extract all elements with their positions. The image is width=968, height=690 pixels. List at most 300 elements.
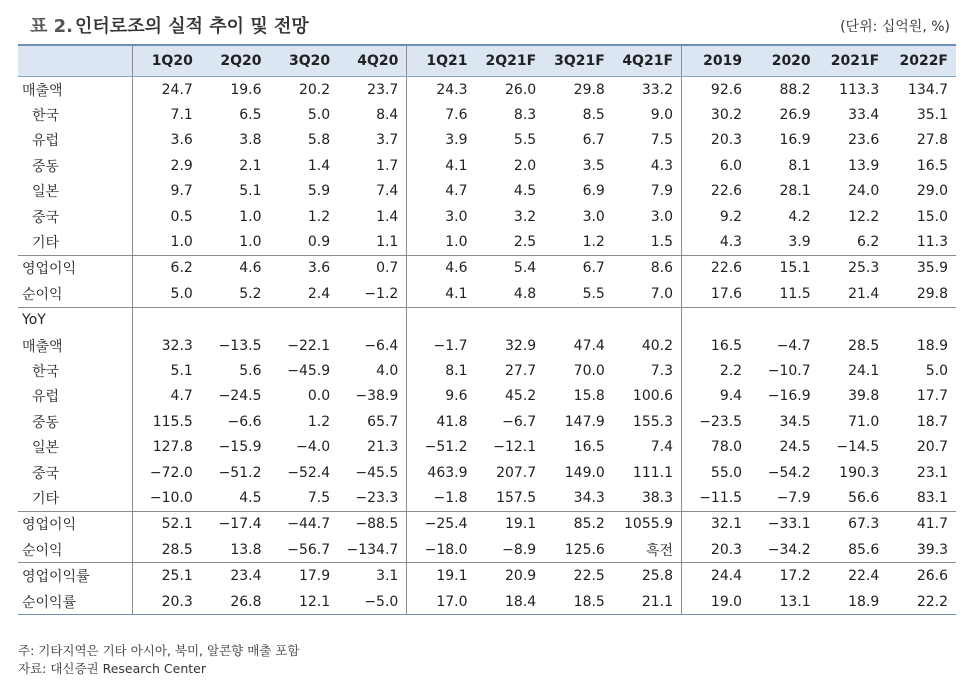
table-cell: 9.6 [407, 384, 476, 409]
table-cell: −8.9 [502, 541, 537, 558]
table-cell: 33.2 [641, 81, 674, 98]
table-cell: 26.0 [505, 81, 537, 98]
table-cell: 0.5 [132, 204, 201, 229]
table-cell: 9.4 [682, 384, 751, 409]
table-row [18, 229, 956, 255]
table-cell: 3.0 [407, 204, 476, 229]
table-cell: 1.2 [307, 413, 331, 430]
row-label: 중국 [32, 209, 60, 226]
table-cell: 3.0 [582, 208, 605, 225]
table-cell: 20.9 [476, 563, 545, 589]
table-cell: 28.5 [848, 337, 880, 354]
table-cell: 7.1 [132, 102, 201, 127]
table-cell: 2.1 [239, 157, 262, 174]
table-cell: 8.5 [582, 107, 605, 124]
table-cell: 8.1 [788, 157, 811, 174]
table-cell: −1.8 [407, 485, 476, 511]
column-header: 2021F [819, 45, 888, 77]
table-cell: −54.2 [767, 464, 811, 481]
table-cell: 55.0 [682, 460, 751, 485]
table-cell: 111.1 [632, 464, 674, 481]
table-cell: 2.9 [132, 153, 201, 178]
table-cell: 3.7 [376, 132, 399, 149]
row-label: 한국 [32, 363, 60, 380]
table-cell: 0.7 [338, 255, 407, 281]
row-label: 중국 [32, 465, 60, 482]
table-cell: 463.9 [407, 460, 476, 485]
table-cell: 4.7 [407, 179, 476, 204]
table-row [18, 333, 956, 358]
table-cell: 24.7 [132, 77, 201, 103]
table-cell: 16.5 [682, 333, 751, 358]
table-cell: −6.6 [227, 413, 262, 430]
table-cell: 24.3 [407, 77, 476, 103]
table-row [18, 281, 956, 307]
table-cell: 1.2 [582, 234, 605, 251]
table-cell: 20.3 [132, 589, 201, 615]
table-cell: 13.8 [230, 541, 262, 558]
table-body [18, 77, 956, 615]
table-cell: 6.2 [856, 234, 880, 251]
column-header: 3Q20 [269, 45, 338, 77]
table-cell: 22.6 [682, 255, 751, 281]
table-row [18, 511, 956, 537]
table-cell: −4.0 [296, 439, 331, 456]
table-cell: 17.2 [750, 563, 819, 589]
table-cell: 35.1 [916, 107, 948, 124]
table-row [18, 409, 956, 434]
table-cell: 22.6 [682, 179, 751, 204]
footnotes [18, 642, 299, 678]
table-cell: 9.2 [682, 204, 751, 229]
table-row [18, 434, 956, 459]
table-cell: 23.6 [848, 132, 880, 149]
unit-label: (단위: 십억원, %) [840, 19, 950, 35]
table-cell: 15.1 [750, 255, 819, 281]
table-cell: 85.6 [848, 541, 880, 558]
table-row [18, 358, 956, 383]
table-cell: 29.8 [916, 285, 948, 302]
table-cell: 17.6 [682, 281, 751, 307]
table-cell: 4.5 [239, 489, 262, 506]
table-cell: 7.0 [650, 285, 674, 302]
table-title [30, 12, 309, 38]
table-cell: 6.7 [582, 132, 605, 149]
table-cell [819, 307, 888, 333]
table-cell: 18.7 [916, 413, 948, 430]
table-cell: −45.9 [287, 362, 331, 379]
table-cell: −88.5 [338, 511, 407, 537]
table-cell: 8.1 [407, 358, 476, 383]
row-label: 기타 [32, 490, 60, 507]
table-row [18, 102, 956, 127]
financial-table [18, 44, 956, 615]
table-cell: 24.4 [682, 563, 751, 589]
table-cell: 흑전 [645, 542, 674, 559]
table-cell: 1.1 [376, 234, 399, 251]
table-cell: 4.8 [513, 285, 537, 302]
table-cell: 134.7 [907, 81, 948, 98]
table-cell: −15.9 [218, 439, 262, 456]
table-cell: 21.1 [613, 589, 682, 615]
table-cell: 41.8 [407, 409, 476, 434]
table-cell: 18.5 [544, 589, 613, 615]
table-cell [682, 307, 751, 333]
table-cell: 85.2 [544, 511, 613, 537]
table-cell: −134.7 [346, 541, 399, 558]
table-cell: 13.9 [848, 157, 880, 174]
table-cell [407, 307, 476, 333]
table-cell: 28.5 [132, 537, 201, 563]
table-cell: 5.0 [132, 281, 201, 307]
table-cell: 12.1 [269, 589, 338, 615]
table-cell: 5.9 [307, 183, 331, 200]
table-cell: 25.3 [819, 255, 888, 281]
table-cell: 5.4 [476, 255, 545, 281]
table-cell: −5.0 [338, 589, 407, 615]
table-cell: −56.7 [287, 541, 331, 558]
table-cell: −72.0 [132, 460, 201, 485]
table-cell: 92.6 [682, 77, 751, 103]
table-cell: 15.0 [916, 208, 948, 225]
table-cell: −25.4 [407, 511, 476, 537]
table-cell: 15.8 [573, 388, 605, 405]
table-cell: 1.2 [307, 208, 331, 225]
table-cell: 20.3 [682, 537, 751, 563]
table-cell: 5.6 [239, 362, 262, 379]
table-cell: 1.0 [239, 234, 262, 251]
table-cell: 5.8 [307, 132, 331, 149]
table-cell: 4.6 [407, 255, 476, 281]
table-cell: −13.5 [218, 337, 262, 354]
table-cell: 113.3 [839, 81, 880, 98]
table-cell: 24.1 [848, 362, 880, 379]
table-cell: 3.9 [788, 234, 811, 251]
table-cell: 127.8 [132, 434, 201, 459]
table-cell: 16.5 [573, 439, 605, 456]
table-cell: 17.0 [407, 589, 476, 615]
table-cell: 7.9 [650, 183, 674, 200]
table-cell: 22.2 [887, 589, 956, 615]
table-row [18, 485, 956, 511]
table-cell: 6.0 [682, 153, 751, 178]
table-number: 표 2. [30, 16, 74, 37]
table-cell: 11.5 [779, 285, 811, 302]
table-cell [613, 307, 682, 333]
table-cell: 19.1 [407, 563, 476, 589]
table-cell: 4.5 [513, 183, 537, 200]
table-cell: 4.1 [407, 153, 476, 178]
table-cell: 8.3 [513, 107, 537, 124]
table-cell: 1.4 [376, 208, 399, 225]
table-cell: 2.0 [513, 157, 537, 174]
table-cell: 4.3 [682, 229, 751, 255]
table-cell: 7.6 [407, 102, 476, 127]
table-cell: −4.7 [776, 337, 811, 354]
table-cell: 100.6 [632, 388, 674, 405]
table-cell: 8.6 [613, 255, 682, 281]
table-cell: −51.2 [218, 464, 262, 481]
table-cell: 88.2 [779, 81, 811, 98]
table-cell: −18.0 [407, 537, 476, 563]
table-cell: 29.8 [573, 81, 605, 98]
table-cell: −1.7 [407, 333, 476, 358]
table-cell: 3.6 [269, 255, 338, 281]
table-cell: 20.7 [916, 439, 948, 456]
column-header: 2019 [682, 45, 751, 77]
table-cell: 0.9 [307, 234, 331, 251]
column-header: 2022F [887, 45, 956, 77]
table-row [18, 179, 956, 204]
table-cell: 20.2 [298, 81, 331, 98]
table-cell: −17.4 [201, 511, 270, 537]
table-cell: 1.0 [407, 229, 476, 255]
table-cell: 2.5 [513, 234, 537, 251]
table-cell: −44.7 [269, 511, 338, 537]
table-cell: 18.9 [916, 337, 948, 354]
table-cell: 40.2 [641, 337, 674, 354]
table-cell: 47.4 [573, 337, 605, 354]
table-cell [750, 307, 819, 333]
table-cell: 83.1 [916, 489, 948, 506]
table-cell: 3.5 [582, 157, 605, 174]
table-cell: −10.0 [132, 485, 201, 511]
table-cell: 20.3 [682, 128, 751, 153]
table-cell: 6.5 [239, 107, 262, 124]
table-cell: −23.3 [355, 489, 399, 506]
table-cell: −33.1 [750, 511, 819, 537]
table-cell: −7.9 [776, 489, 811, 506]
table-cell: 9.0 [650, 107, 674, 124]
table-cell: 155.3 [632, 413, 674, 430]
table-cell [269, 307, 338, 333]
table-cell: 5.1 [239, 183, 262, 200]
table-cell: 45.2 [505, 388, 537, 405]
table-cell: 1.7 [376, 157, 399, 174]
table-cell: 12.2 [848, 208, 880, 225]
table-cell: 147.9 [564, 413, 605, 430]
table-cell: 2.4 [307, 285, 331, 302]
table-cell: 1.0 [239, 208, 262, 225]
table-cell: 6.7 [544, 255, 613, 281]
table-cell: 34.5 [779, 413, 811, 430]
table-cell: 25.1 [132, 563, 201, 589]
table-cell: 30.2 [682, 102, 751, 127]
table-cell: 27.7 [505, 362, 537, 379]
footnote: 주: 기타지역은 기타 아시아, 북미, 알콘향 매출 포함 [18, 643, 300, 658]
table-cell: 13.1 [750, 589, 819, 615]
table-row [18, 563, 956, 589]
table-cell: 65.7 [367, 413, 399, 430]
table-cell: 19.0 [682, 589, 751, 615]
table-row [18, 537, 956, 563]
table-cell: 6.2 [132, 255, 201, 281]
column-header: 4Q20 [338, 45, 407, 77]
table-cell [476, 307, 545, 333]
table-row [18, 128, 956, 153]
table-cell: 26.6 [887, 563, 956, 589]
row-label: 매출액 [22, 338, 63, 355]
table-cell: 23.7 [367, 81, 399, 98]
table-cell: 115.5 [132, 409, 201, 434]
table-cell: 1.4 [307, 157, 331, 174]
table-cell [544, 307, 613, 333]
table-cell: 32.1 [682, 511, 751, 537]
table-row [18, 153, 956, 178]
table-cell: 26.8 [201, 589, 270, 615]
table-cell: −1.2 [364, 285, 399, 302]
table-cell: 22.4 [819, 563, 888, 589]
table-cell: 16.9 [779, 132, 811, 149]
table-cell: −22.1 [287, 337, 331, 354]
table-cell: 21.4 [848, 285, 880, 302]
table-cell: 3.6 [132, 128, 201, 153]
table-cell: 70.0 [573, 362, 605, 379]
table-cell: −16.9 [767, 388, 811, 405]
table-cell: 1055.9 [613, 511, 682, 537]
table-cell: 16.5 [916, 157, 948, 174]
table-header [18, 45, 956, 77]
column-header: 1Q20 [132, 45, 201, 77]
header-row [18, 45, 956, 77]
table-cell: 3.2 [513, 208, 537, 225]
row-label: 영업이익률 [18, 563, 132, 589]
table-cell: 26.9 [779, 107, 811, 124]
table-cell: 71.0 [848, 413, 880, 430]
table-cell: 3.8 [239, 132, 262, 149]
table-row [18, 460, 956, 485]
table-cell: 6.9 [582, 183, 605, 200]
table-cell: 8.4 [376, 107, 399, 124]
table-cell: 4.6 [201, 255, 270, 281]
row-label: 기타 [32, 235, 60, 252]
table-cell: 32.3 [132, 333, 201, 358]
table-cell: 157.5 [496, 489, 537, 506]
table-cell: 41.7 [887, 511, 956, 537]
table-cell: 18.9 [819, 589, 888, 615]
table-cell: 29.0 [916, 183, 948, 200]
table-cell: 0.0 [307, 388, 331, 405]
table-cell: 18.4 [476, 589, 545, 615]
table-cell [201, 307, 270, 333]
column-header: 4Q21F [613, 45, 682, 77]
row-label: 일본 [32, 184, 60, 201]
table-cell: −6.7 [502, 413, 537, 430]
row-label: YoY [18, 307, 132, 333]
table-cell: −45.5 [355, 464, 399, 481]
table-cell: 33.4 [848, 107, 880, 124]
row-label: 유럽 [32, 389, 60, 406]
row-label: 영업이익 [18, 255, 132, 281]
table-cell: 149.0 [564, 464, 605, 481]
table-cell: 19.1 [476, 511, 545, 537]
table-cell: 5.1 [132, 358, 201, 383]
row-label: 일본 [32, 440, 60, 457]
column-header: 2020 [750, 45, 819, 77]
table-cell: 3.1 [338, 563, 407, 589]
table-cell: 25.8 [613, 563, 682, 589]
table-cell: 4.7 [132, 384, 201, 409]
table-row [18, 77, 956, 103]
row-label: 한국 [32, 108, 60, 125]
table-cell: 39.3 [916, 541, 948, 558]
row-label: 순이익 [22, 542, 63, 559]
table-cell: 5.0 [925, 362, 948, 379]
table-cell: 22.5 [544, 563, 613, 589]
row-label: 순이익률 [18, 589, 132, 615]
table-cell: 7.5 [307, 489, 331, 506]
table-cell: −14.5 [836, 439, 880, 456]
table-cell: −51.2 [407, 434, 476, 459]
table-cell: 38.3 [641, 489, 674, 506]
table-cell: 32.9 [505, 337, 537, 354]
table-row [18, 204, 956, 229]
table-cell: −52.4 [287, 464, 331, 481]
table-cell: −11.5 [682, 485, 751, 511]
column-header: 3Q21F [544, 45, 613, 77]
table-row [18, 384, 956, 409]
row-label: 중동 [32, 414, 60, 431]
table-cell: −6.4 [364, 337, 399, 354]
table-cell: 4.2 [788, 208, 811, 225]
table-cell: −34.2 [767, 541, 811, 558]
table-cell: 56.6 [848, 489, 880, 506]
table-cell: 2.2 [682, 358, 751, 383]
table-cell: 24.5 [779, 439, 811, 456]
row-label: 유럽 [32, 133, 60, 150]
source-note: 자료: 대신증권 Research Center [18, 661, 206, 676]
table-cell: 4.1 [407, 281, 476, 307]
table-title-text: 인터로조의 실적 추이 및 전망 [75, 16, 309, 37]
row-label: 영업이익 [18, 511, 132, 537]
table-cell: 1.5 [650, 234, 674, 251]
table-cell: 7.3 [650, 362, 674, 379]
table-cell: 125.6 [564, 541, 605, 558]
column-header: 2Q21F [476, 45, 545, 77]
table-cell: 5.2 [239, 285, 262, 302]
table-row [18, 255, 956, 281]
table-cell: 34.3 [573, 489, 605, 506]
table-cell: 35.9 [887, 255, 956, 281]
table-row [18, 589, 956, 615]
table-cell: 3.0 [650, 208, 674, 225]
table-cell [338, 307, 407, 333]
table-cell: −38.9 [355, 388, 399, 405]
table-cell: 67.3 [819, 511, 888, 537]
table-cell: 1.0 [132, 229, 201, 255]
table-cell: 23.1 [916, 464, 948, 481]
row-label: 매출액 [22, 82, 63, 99]
table-cell: 5.0 [307, 107, 331, 124]
table-cell: 78.0 [682, 434, 751, 459]
table-cell: 11.3 [916, 234, 948, 251]
table-cell: 5.5 [513, 132, 537, 149]
table-cell: 207.7 [496, 464, 537, 481]
table-cell: 24.0 [848, 183, 880, 200]
column-header: 2Q20 [201, 45, 270, 77]
table-cell: 5.5 [582, 285, 605, 302]
table-cell: 39.8 [848, 388, 880, 405]
title-row [30, 8, 950, 40]
table-row [18, 307, 956, 333]
table-cell [887, 307, 956, 333]
table-cell: 4.0 [376, 362, 399, 379]
table-cell: −24.5 [218, 388, 262, 405]
table-cell: 27.8 [916, 132, 948, 149]
row-label: 순이익 [22, 286, 63, 303]
table-cell: −23.5 [682, 409, 751, 434]
table-cell: 19.6 [230, 81, 262, 98]
